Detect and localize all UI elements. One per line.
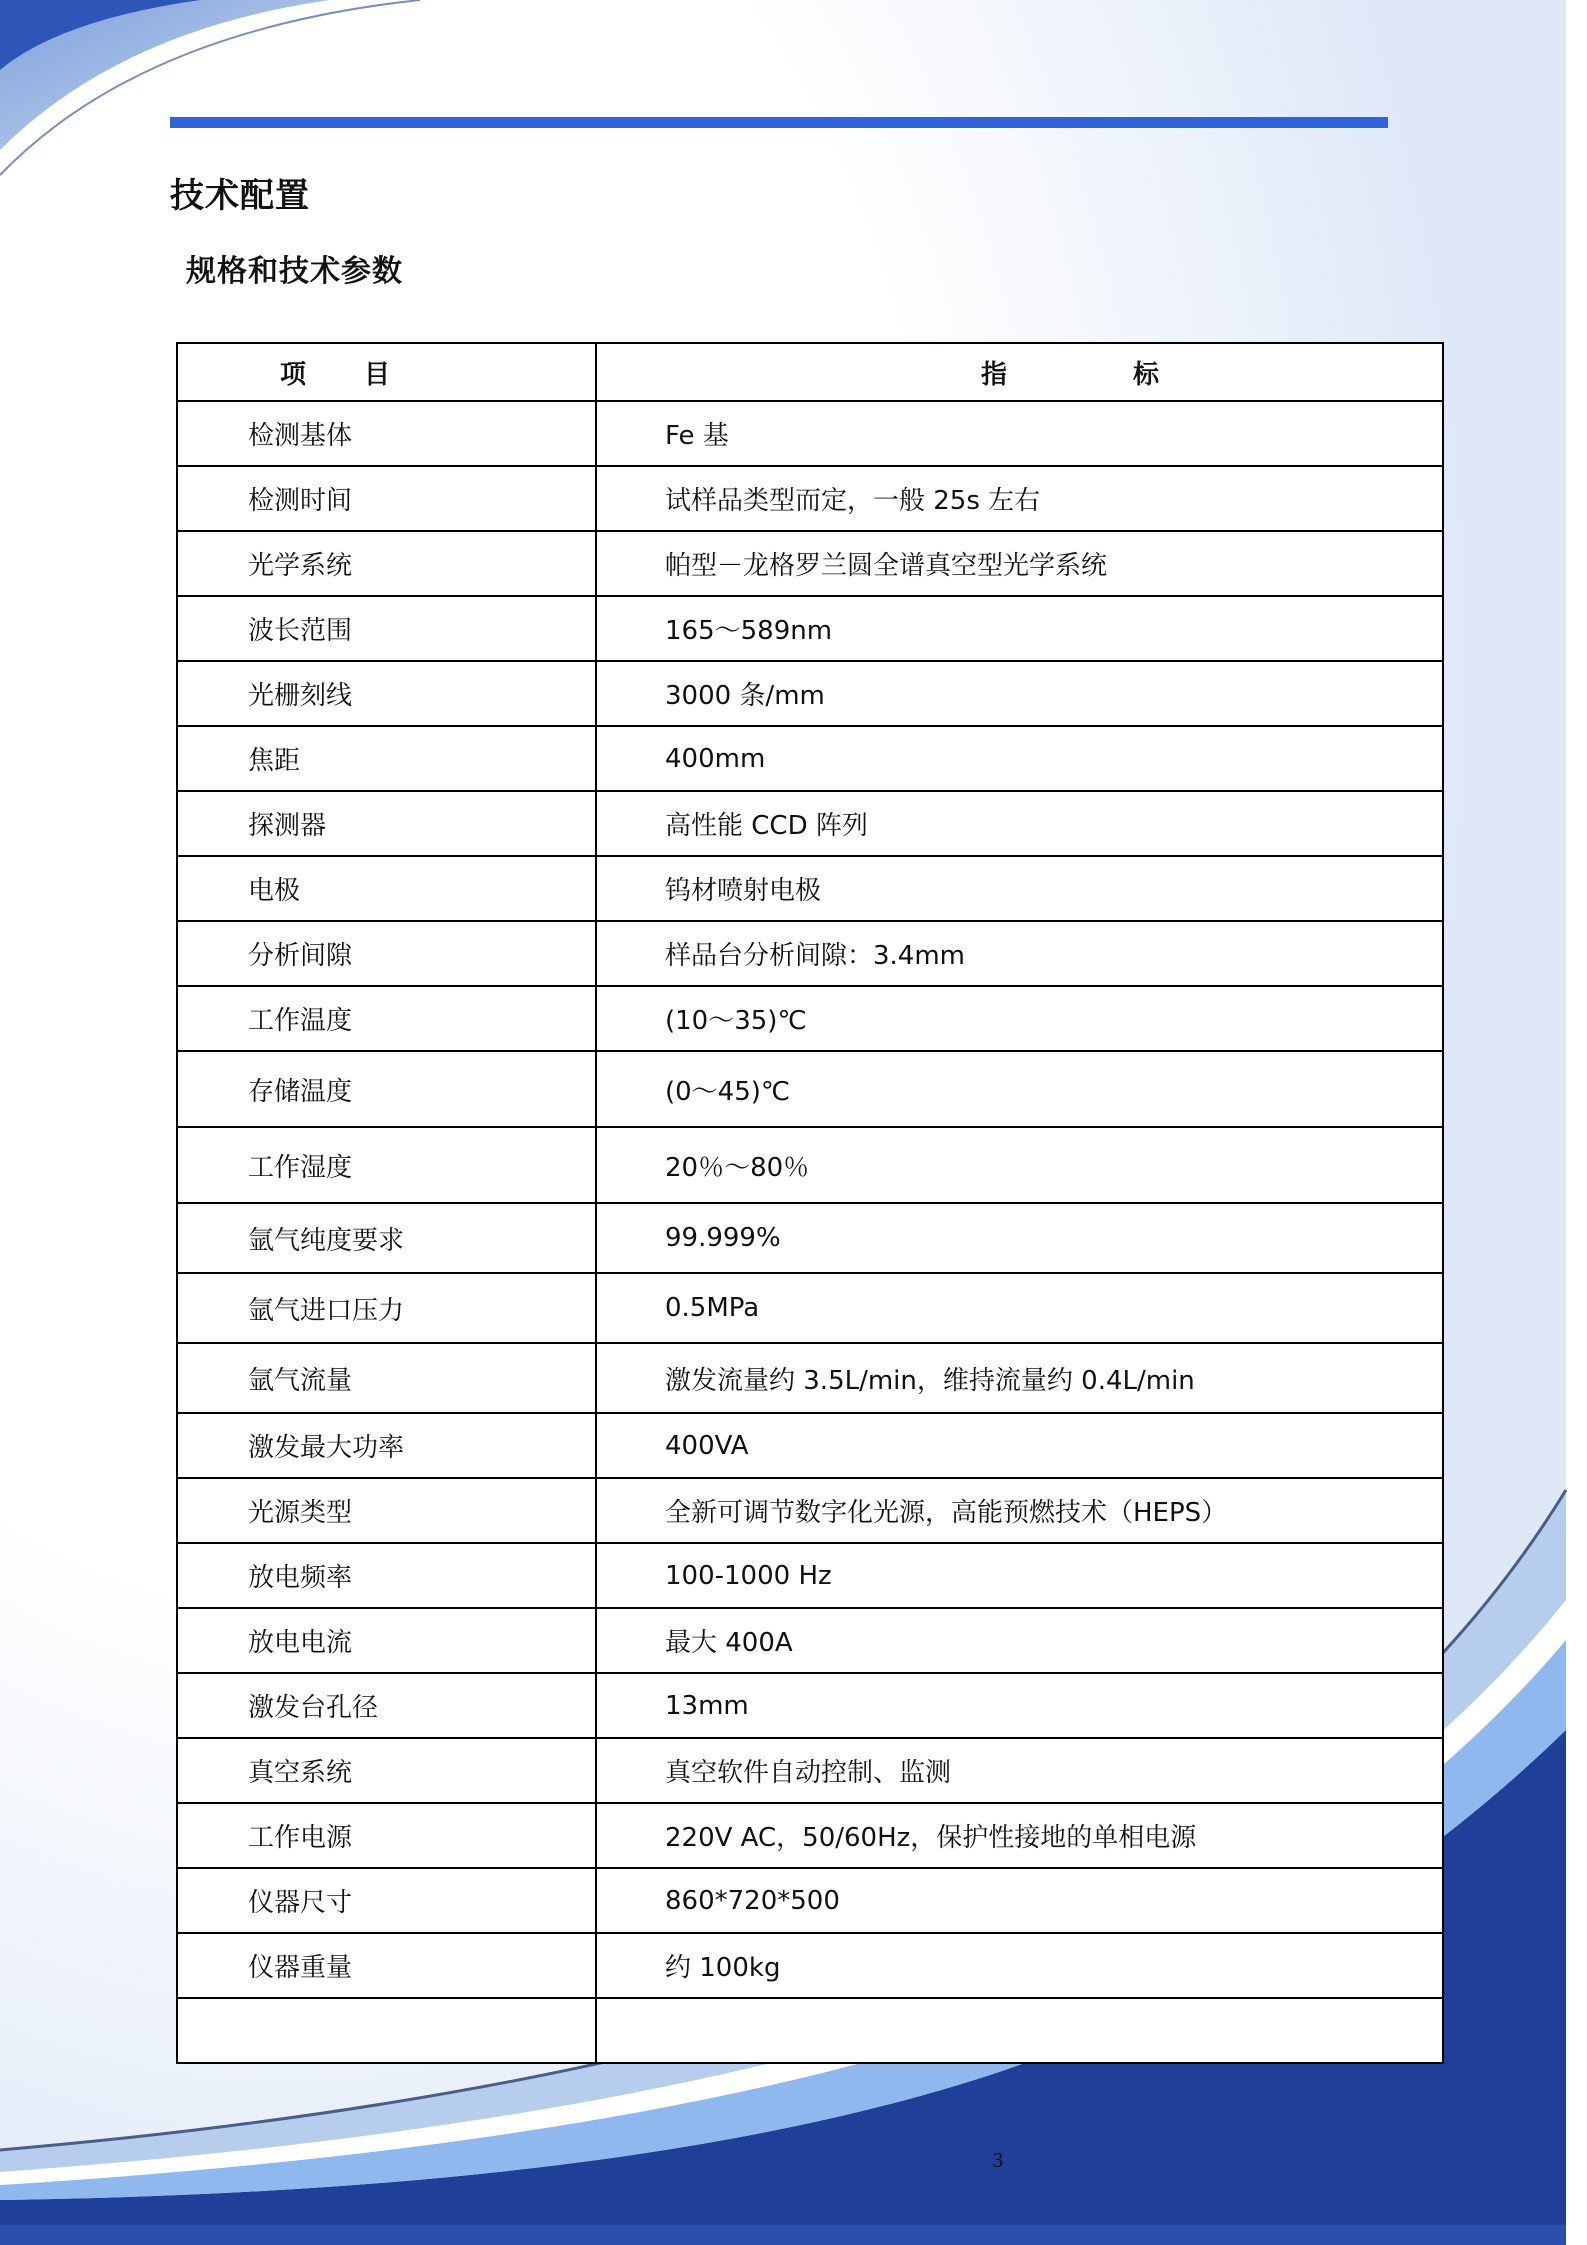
row-item-cell: 工作湿度	[177, 1127, 596, 1203]
row-item-cell: 氩气进口压力	[177, 1273, 596, 1343]
table-row	[177, 531, 1443, 596]
table-row	[177, 1478, 1443, 1543]
table-row	[177, 1413, 1443, 1478]
header-spec-char-2: 标	[1133, 359, 1160, 390]
row-item-cell: 探测器	[177, 791, 596, 856]
row-item-cell: 波长范围	[177, 596, 596, 661]
table-row	[177, 1127, 1443, 1203]
row-item-cell: 检测基体	[177, 401, 596, 466]
row-item-cell: 激发最大功率	[177, 1413, 596, 1478]
row-spec-cell: 激发流量约 3.5L/min，维持流量约 0.4L/min	[596, 1343, 1443, 1413]
header-accent-bar	[170, 117, 1388, 128]
table-row	[177, 1868, 1443, 1933]
row-spec-cell: 试样品类型而定，一般 25s 左右	[596, 466, 1443, 531]
table-row	[177, 1933, 1443, 1998]
row-spec-cell: 样品台分析间隙：3.4mm	[596, 921, 1443, 986]
row-item-cell: 电极	[177, 856, 596, 921]
row-item-cell: 放电电流	[177, 1608, 596, 1673]
row-item-cell: 光源类型	[177, 1478, 596, 1543]
specification-table	[176, 342, 1444, 2064]
table-row	[177, 986, 1443, 1051]
row-item-cell	[177, 1998, 596, 2063]
row-item-cell: 焦距	[177, 726, 596, 791]
table-row	[177, 466, 1443, 531]
row-item-cell: 仪器重量	[177, 1933, 596, 1998]
table-row	[177, 1673, 1443, 1738]
table-row	[177, 1203, 1443, 1273]
header-spec-char-1: 指	[981, 359, 1008, 390]
table-row	[177, 596, 1443, 661]
row-spec-cell: 钨材喷射电极	[596, 856, 1443, 921]
table-row	[177, 1608, 1443, 1673]
row-spec-cell: 约 100kg	[596, 1933, 1443, 1998]
table-row	[177, 401, 1443, 466]
row-spec-cell	[596, 1998, 1443, 2063]
row-item-cell: 检测时间	[177, 466, 596, 531]
header-item	[177, 343, 596, 401]
table-row	[177, 1051, 1443, 1127]
row-spec-cell: 高性能 CCD 阵列	[596, 791, 1443, 856]
table-row	[177, 1543, 1443, 1608]
header-item-char-1: 项	[280, 359, 307, 390]
table-row	[177, 726, 1443, 791]
row-spec-cell: 400VA	[596, 1413, 1443, 1478]
header-spec	[596, 343, 1443, 401]
row-spec-cell: 全新可调节数字化光源，高能预燃技术（HEPS）	[596, 1478, 1443, 1543]
row-spec-cell: 帕型－龙格罗兰圆全谱真空型光学系统	[596, 531, 1443, 596]
subsection-title: 规格和技术参数	[186, 254, 403, 289]
row-item-cell: 仪器尺寸	[177, 1868, 596, 1933]
page-number: 3	[992, 2148, 1004, 2172]
row-spec-cell: 0.5MPa	[596, 1273, 1443, 1343]
table-row	[177, 1998, 1443, 2063]
row-spec-cell: Fe 基	[596, 401, 1443, 466]
row-spec-cell: 99.999%	[596, 1203, 1443, 1273]
row-item-cell: 分析间隙	[177, 921, 596, 986]
row-item-cell: 存储温度	[177, 1051, 596, 1127]
row-item-cell: 氩气纯度要求	[177, 1203, 596, 1273]
row-spec-cell: 860*720*500	[596, 1868, 1443, 1933]
table-row	[177, 1803, 1443, 1868]
row-spec-cell: 100-1000 Hz	[596, 1543, 1443, 1608]
table-row	[177, 1273, 1443, 1343]
row-item-cell: 放电频率	[177, 1543, 596, 1608]
row-spec-cell: 165～589nm	[596, 596, 1443, 661]
header-item-char-2: 目	[364, 359, 391, 390]
row-item-cell: 光学系统	[177, 531, 596, 596]
row-spec-cell: 220V AC，50/60Hz，保护性接地的单相电源	[596, 1803, 1443, 1868]
row-spec-cell: (0～45)℃	[596, 1051, 1443, 1127]
row-spec-cell: 最大 400A	[596, 1608, 1443, 1673]
row-item-cell: 氩气流量	[177, 1343, 596, 1413]
table-row	[177, 791, 1443, 856]
table-row	[177, 661, 1443, 726]
table-row	[177, 921, 1443, 986]
row-item-cell: 激发台孔径	[177, 1673, 596, 1738]
table-header-row	[177, 343, 1443, 401]
row-item-cell: 光栅刻线	[177, 661, 596, 726]
row-item-cell: 真空系统	[177, 1738, 596, 1803]
row-spec-cell: 13mm	[596, 1673, 1443, 1738]
row-spec-cell: 真空软件自动控制、监测	[596, 1738, 1443, 1803]
row-spec-cell: 400mm	[596, 726, 1443, 791]
row-item-cell: 工作电源	[177, 1803, 596, 1868]
table-row	[177, 1738, 1443, 1803]
row-item-cell: 工作温度	[177, 986, 596, 1051]
table-row	[177, 856, 1443, 921]
row-spec-cell: 3000 条/mm	[596, 661, 1443, 726]
row-spec-cell: 20％～80％	[596, 1127, 1443, 1203]
table-row	[177, 1343, 1443, 1413]
section-title: 技术配置	[170, 176, 310, 216]
row-spec-cell: (10～35)℃	[596, 986, 1443, 1051]
